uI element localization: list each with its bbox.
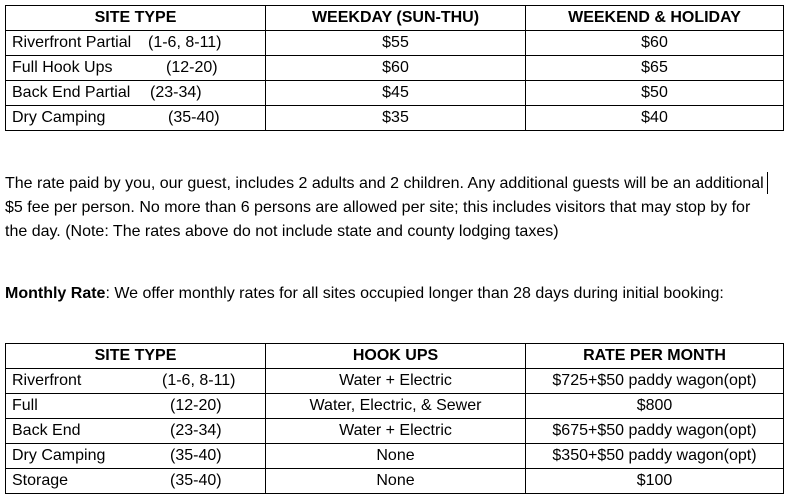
- site-cell: [6, 81, 266, 106]
- table-row: [6, 469, 784, 494]
- site-name: Full Hook Ups: [12, 59, 113, 76]
- site-cell: [6, 106, 266, 131]
- weekend-rate: $65: [526, 56, 784, 81]
- table-row: [6, 106, 784, 131]
- site-cell: [6, 444, 266, 469]
- hookups-cell: Water + Electric: [266, 369, 526, 394]
- site-range: (12-20): [166, 59, 218, 76]
- monthly-rate-cell: $350+$50 paddy wagon(opt): [526, 444, 784, 469]
- nightly-rates-table: [5, 5, 784, 131]
- site-range: (1-6, 8-11): [148, 34, 222, 51]
- site-range: (35-40): [168, 109, 220, 126]
- table-row: [6, 81, 784, 106]
- table-row: [6, 444, 784, 469]
- monthly-rate-label: Monthly Rate: [5, 285, 106, 302]
- site-name: Full: [12, 397, 38, 414]
- site-name: Riverfront Partial: [12, 34, 132, 51]
- site-range: (12-20): [170, 397, 222, 414]
- text-cursor: [767, 172, 768, 194]
- weekday-rate: $60: [266, 56, 526, 81]
- site-cell: [6, 469, 266, 494]
- table-header-row: [6, 6, 784, 31]
- monthly-rate-paragraph: [5, 282, 775, 306]
- site-range: (23-34): [150, 84, 202, 101]
- monthly-rate-cell: $725+$50 paddy wagon(opt): [526, 369, 784, 394]
- site-name: Riverfront: [12, 372, 82, 389]
- hookups-cell: Water, Electric, & Sewer: [266, 394, 526, 419]
- table-row: [6, 31, 784, 56]
- weekend-rate: $60: [526, 31, 784, 56]
- monthly-rate-cell: $800: [526, 394, 784, 419]
- monthly-rate-cell: $675+$50 paddy wagon(opt): [526, 419, 784, 444]
- hookups-cell: Water + Electric: [266, 419, 526, 444]
- header-site-type: SITE TYPE: [6, 6, 266, 31]
- table-row: [6, 369, 784, 394]
- site-cell: [6, 56, 266, 81]
- weekday-rate: $45: [266, 81, 526, 106]
- weekend-rate: $40: [526, 106, 784, 131]
- header-weekend: WEEKEND & HOLIDAY: [526, 6, 784, 31]
- site-name: Dry Camping: [12, 109, 106, 126]
- header-hook-ups: HOOK UPS: [266, 344, 526, 369]
- site-range: (35-40): [170, 472, 222, 489]
- site-name: Storage: [12, 472, 69, 489]
- site-cell: [6, 419, 266, 444]
- site-range: (1-6, 8-11): [162, 372, 236, 389]
- hookups-cell: None: [266, 469, 526, 494]
- site-cell: [6, 31, 266, 56]
- table-row: [6, 419, 784, 444]
- monthly-rate-cell: $100: [526, 469, 784, 494]
- site-name: Dry Camping: [12, 447, 106, 464]
- header-rate-per-month: RATE PER MONTH: [526, 344, 784, 369]
- site-range: (35-40): [170, 447, 222, 464]
- site-cell: [6, 369, 266, 394]
- site-name: Back End Partial: [12, 84, 131, 101]
- weekday-rate: $35: [266, 106, 526, 131]
- weekend-rate: $50: [526, 81, 784, 106]
- site-range: (23-34): [170, 422, 222, 439]
- monthly-rate-text: : We offer monthly rates for all sites occupied longer than 28 days during initial booking:: [105, 285, 724, 302]
- table-row: [6, 56, 784, 81]
- weekday-rate: $55: [266, 31, 526, 56]
- site-cell: [6, 394, 266, 419]
- hookups-cell: None: [266, 444, 526, 469]
- header-site-type: SITE TYPE: [6, 344, 266, 369]
- table-header-row: [6, 344, 784, 369]
- monthly-rates-table: [5, 343, 784, 494]
- site-name: Back End: [12, 422, 81, 439]
- table-row: [6, 394, 784, 419]
- header-weekday: WEEKDAY (SUN-THU): [266, 6, 526, 31]
- guest-policy-paragraph: The rate paid by you, our guest, includes 2 adults and 2 children. Any additional guests will be an additional $5 fee per person. No more than 6 persons are allowed per site; this includes visitors that may stop by for the day. (Note: The rates above do not include state and county lodging taxes): [5, 175, 764, 240]
